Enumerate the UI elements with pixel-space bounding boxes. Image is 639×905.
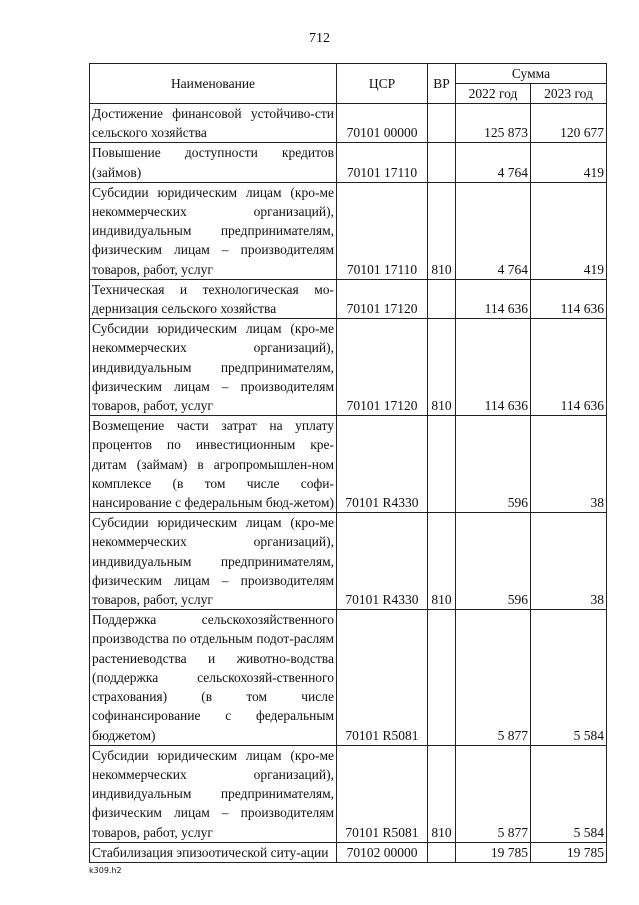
table-row	[90, 279, 607, 318]
row-name: Субсидии юридическим лицам (кро-ме некоммерческих организаций), индивидуальным предпринимателям, физическим лицам – производителям товаров, работ, услуг	[90, 513, 337, 610]
row-csr: 70101 17120	[337, 319, 428, 416]
row-vr: 810	[428, 745, 456, 842]
row-amount-2022: 5 877	[456, 610, 531, 745]
row-amount-2023: 120 677	[531, 104, 607, 143]
table-body	[90, 104, 607, 863]
header-vr: ВР	[428, 64, 456, 104]
header-csr: ЦСР	[337, 64, 428, 104]
table-row	[90, 319, 607, 416]
row-csr: 70101 R5081	[337, 745, 428, 842]
table-row	[90, 610, 607, 745]
footer-code: k309.h2	[89, 866, 122, 875]
table-row	[90, 745, 607, 842]
budget-table	[89, 63, 607, 863]
row-csr: 70101 00000	[337, 104, 428, 143]
header-year-2022: 2022 год	[456, 84, 531, 104]
table-row	[90, 513, 607, 610]
row-amount-2023: 114 636	[531, 279, 607, 318]
header-row	[90, 64, 607, 84]
row-name: Поддержка сельскохозяйственного производства по отдельным подот-раслям растениеводства и животно-водства (поддержка сельскохозяй-ственного страхования) (в том числе софинансирование с федеральным бюджетом)	[90, 610, 337, 745]
row-vr	[428, 610, 456, 745]
row-amount-2023: 19 785	[531, 842, 607, 862]
row-vr	[428, 416, 456, 513]
row-vr	[428, 143, 456, 182]
row-amount-2022: 4 764	[456, 182, 531, 279]
table-row	[90, 842, 607, 862]
page-number: 712	[309, 31, 330, 46]
row-amount-2023: 419	[531, 182, 607, 279]
row-amount-2023: 5 584	[531, 745, 607, 842]
row-csr: 70101 R4330	[337, 513, 428, 610]
row-csr: 70101 17120	[337, 279, 428, 318]
row-csr: 70102 00000	[337, 842, 428, 862]
row-vr: 810	[428, 513, 456, 610]
row-amount-2022: 5 877	[456, 745, 531, 842]
row-name: Повышение доступности кредитов (займов)	[90, 143, 337, 182]
row-name: Субсидии юридическим лицам (кро-ме некоммерческих организаций), индивидуальным предпринимателям, физическим лицам – производителям товаров, работ, услуг	[90, 319, 337, 416]
row-amount-2022: 114 636	[456, 319, 531, 416]
table-row	[90, 182, 607, 279]
row-amount-2022: 125 873	[456, 104, 531, 143]
row-vr	[428, 279, 456, 318]
row-amount-2022: 114 636	[456, 279, 531, 318]
row-csr: 70101 17110	[337, 143, 428, 182]
row-csr: 70101 R4330	[337, 416, 428, 513]
row-amount-2022: 4 764	[456, 143, 531, 182]
row-vr: 810	[428, 319, 456, 416]
row-name: Техническая и технологическая мо-дернизация сельского хозяйства	[90, 279, 337, 318]
row-vr: 810	[428, 182, 456, 279]
row-amount-2023: 114 636	[531, 319, 607, 416]
row-name: Достижение финансовой устойчиво-сти сельского хозяйства	[90, 104, 337, 143]
row-amount-2023: 38	[531, 416, 607, 513]
header-name: Наименование	[90, 64, 337, 104]
row-amount-2023: 5 584	[531, 610, 607, 745]
row-amount-2023: 419	[531, 143, 607, 182]
header-year-2023: 2023 год	[531, 84, 607, 104]
row-vr	[428, 104, 456, 143]
row-amount-2023: 38	[531, 513, 607, 610]
row-vr	[428, 842, 456, 862]
row-name: Стабилизация эпизоотической ситу-ации	[90, 842, 337, 862]
table-row	[90, 143, 607, 182]
row-csr: 70101 17110	[337, 182, 428, 279]
header-sum: Сумма	[456, 64, 607, 84]
row-amount-2022: 596	[456, 416, 531, 513]
row-amount-2022: 19 785	[456, 842, 531, 862]
row-name: Субсидии юридическим лицам (кро-ме некоммерческих организаций), индивидуальным предпринимателям, физическим лицам – производителям товаров, работ, услуг	[90, 745, 337, 842]
table-row	[90, 104, 607, 143]
row-name: Субсидии юридическим лицам (кро-ме некоммерческих организаций), индивидуальным предпринимателям, физическим лицам – производителям товаров, работ, услуг	[90, 182, 337, 279]
row-csr: 70101 R5081	[337, 610, 428, 745]
row-name: Возмещение части затрат на уплату процентов по инвестиционным кре-дитам (займам) в агропромышлен-ном комплексе (в том числе софи-нансирование с федеральным бюд-жетом)	[90, 416, 337, 513]
row-amount-2022: 596	[456, 513, 531, 610]
table-row	[90, 416, 607, 513]
